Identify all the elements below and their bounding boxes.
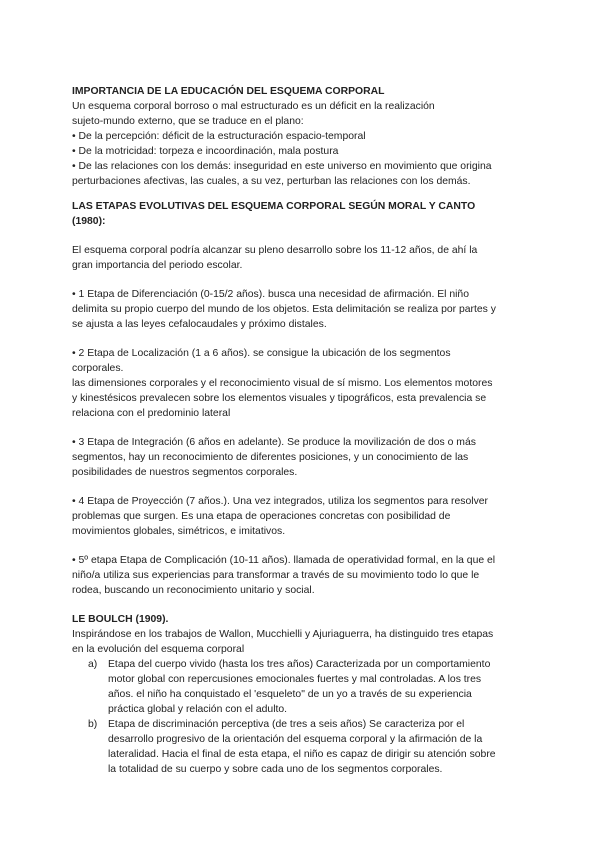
stage-2-line: las dimensiones corporales y el reconocimiento visual de sí mismo. Los elementos motores (72, 378, 493, 389)
paragraph-line: gran importancia del periodo escolar. (72, 260, 243, 271)
section-title-le-boulch: LE BOULCH (1909). (72, 614, 169, 625)
stage-5-line: niño/a utiliza sus experiencias para transformar a través de su movimiento todo lo que le (72, 570, 480, 581)
bullet-motricidad: • De la motricidad: torpeza e incoordinación, mala postura (72, 146, 339, 157)
stage-5-line: • 5º etapa Etapa de Complicación (10-11 años). llamada de operatividad formal, en la que el (72, 555, 496, 566)
paragraph-line: sujeto-mundo externo, que se traduce en el plano: (72, 116, 304, 127)
paragraph-line: Un esquema corporal borroso o mal estructurado es un déficit en la realización (72, 101, 435, 112)
section-title-etapas: LAS ETAPAS EVOLUTIVAS DEL ESQUEMA CORPORAL SEGÚN MORAL Y CANTO (72, 201, 476, 212)
stage-2-line: • 2 Etapa de Localización (1 a 6 años). se consigue la ubicación de los segmentos (72, 348, 451, 359)
list-item-line: Etapa de discriminación perceptiva (de tres a seis años) Se caracteriza por el (108, 719, 465, 730)
stage-4-line: movimientos globales, simétricos, e imitativos. (72, 526, 286, 537)
section-title-importancia: IMPORTANCIA DE LA EDUCACIÓN DEL ESQUEMA CORPORAL (72, 86, 385, 97)
document-page (72, 84, 542, 777)
list-item-line: motor global con repercusiones emocionales fuertes y mal controladas. A los tres (108, 674, 482, 685)
list-item-line: lateralidad. Hacia el final de esta etapa, el niño es capaz de dirigir su atención sobre (108, 749, 496, 760)
stage-2-line: y kinestésicos prevalecen sobre los elementos visuales y tipográficos, esta prevalencia se (72, 393, 487, 404)
stage-4-line: • 4 Etapa de Proyección (7 años.). Una vez integrados, utiliza los segmentos para resolver (72, 496, 489, 507)
stage-3-line: segmentos, hay un reconocimiento de diferentes posiciones, y un conocimiento de las (72, 452, 469, 463)
bullet-relaciones-cont: perturbaciones afectivas, las cuales, a su vez, perturban las relaciones con los demás. (72, 176, 471, 187)
list-item-b (72, 717, 542, 777)
list-item-line: desarrollo progresivo de la orientación del esquema corporal y la afirmación de la (108, 734, 483, 745)
list-item-line: Etapa del cuerpo vivido (hasta los tres años) Caracterizada por un comportamiento (108, 659, 491, 670)
paragraph-line: en la evolución del esquema corporal (72, 644, 245, 655)
paragraph-line: Inspirándose en los trabajos de Wallon, Mucchielli y Ajuriaguerra, ha distinguido tres etapas (72, 629, 494, 640)
list-item-line: años. el niño ha conquistado el 'esqueleto" de un yo a través de su experiencia (108, 689, 472, 700)
stage-1-line: • 1 Etapa de Diferenciación (0-15/2 años). busca una necesidad de afirmación. El niño (72, 289, 469, 300)
stage-1-line: delimita su propio cuerpo del mundo de los objetos. Esta delimitación se realiza por partes y (72, 304, 496, 315)
bullet-relaciones: • De las relaciones con los demás: inseguridad en este universo en movimiento que origina (72, 161, 492, 172)
stage-2-line: corporales. (72, 363, 124, 374)
list-item-line: la totalidad de su cuerpo y sobre cada uno de los segmentos corporales. (108, 764, 443, 775)
stage-3-line: • 3 Etapa de Integración (6 años en adelante). Se produce la movilización de dos o más (72, 437, 476, 448)
stage-3-line: posibilidades de nuestros segmentos corporales. (72, 467, 298, 478)
list-item-line: práctica global y relación con el adulto. (108, 704, 288, 715)
list-marker: a) (88, 659, 98, 670)
paragraph-line: El esquema corporal podría alcanzar su pleno desarrollo sobre los 11-12 años, de ahí la (72, 245, 478, 256)
list-item-a (72, 657, 542, 717)
stage-1-line: se ajusta a las leyes cefalocaudales y próximo distales. (72, 319, 327, 330)
stage-4-line: problemas que surgen. Es una etapa de operaciones concretas con posibilidad de (72, 511, 451, 522)
le-boulch-list (72, 657, 542, 777)
bullet-percepcion: • De la percepción: déficit de la estructuración espacio-temporal (72, 131, 366, 142)
section-title-etapas-year: (1980): (72, 216, 106, 227)
stage-2-line: relaciona con el predominio lateral (72, 408, 231, 419)
list-marker: b) (88, 719, 98, 730)
stage-5-line: rodea, buscando un reconocimiento unitario y social. (72, 585, 315, 596)
